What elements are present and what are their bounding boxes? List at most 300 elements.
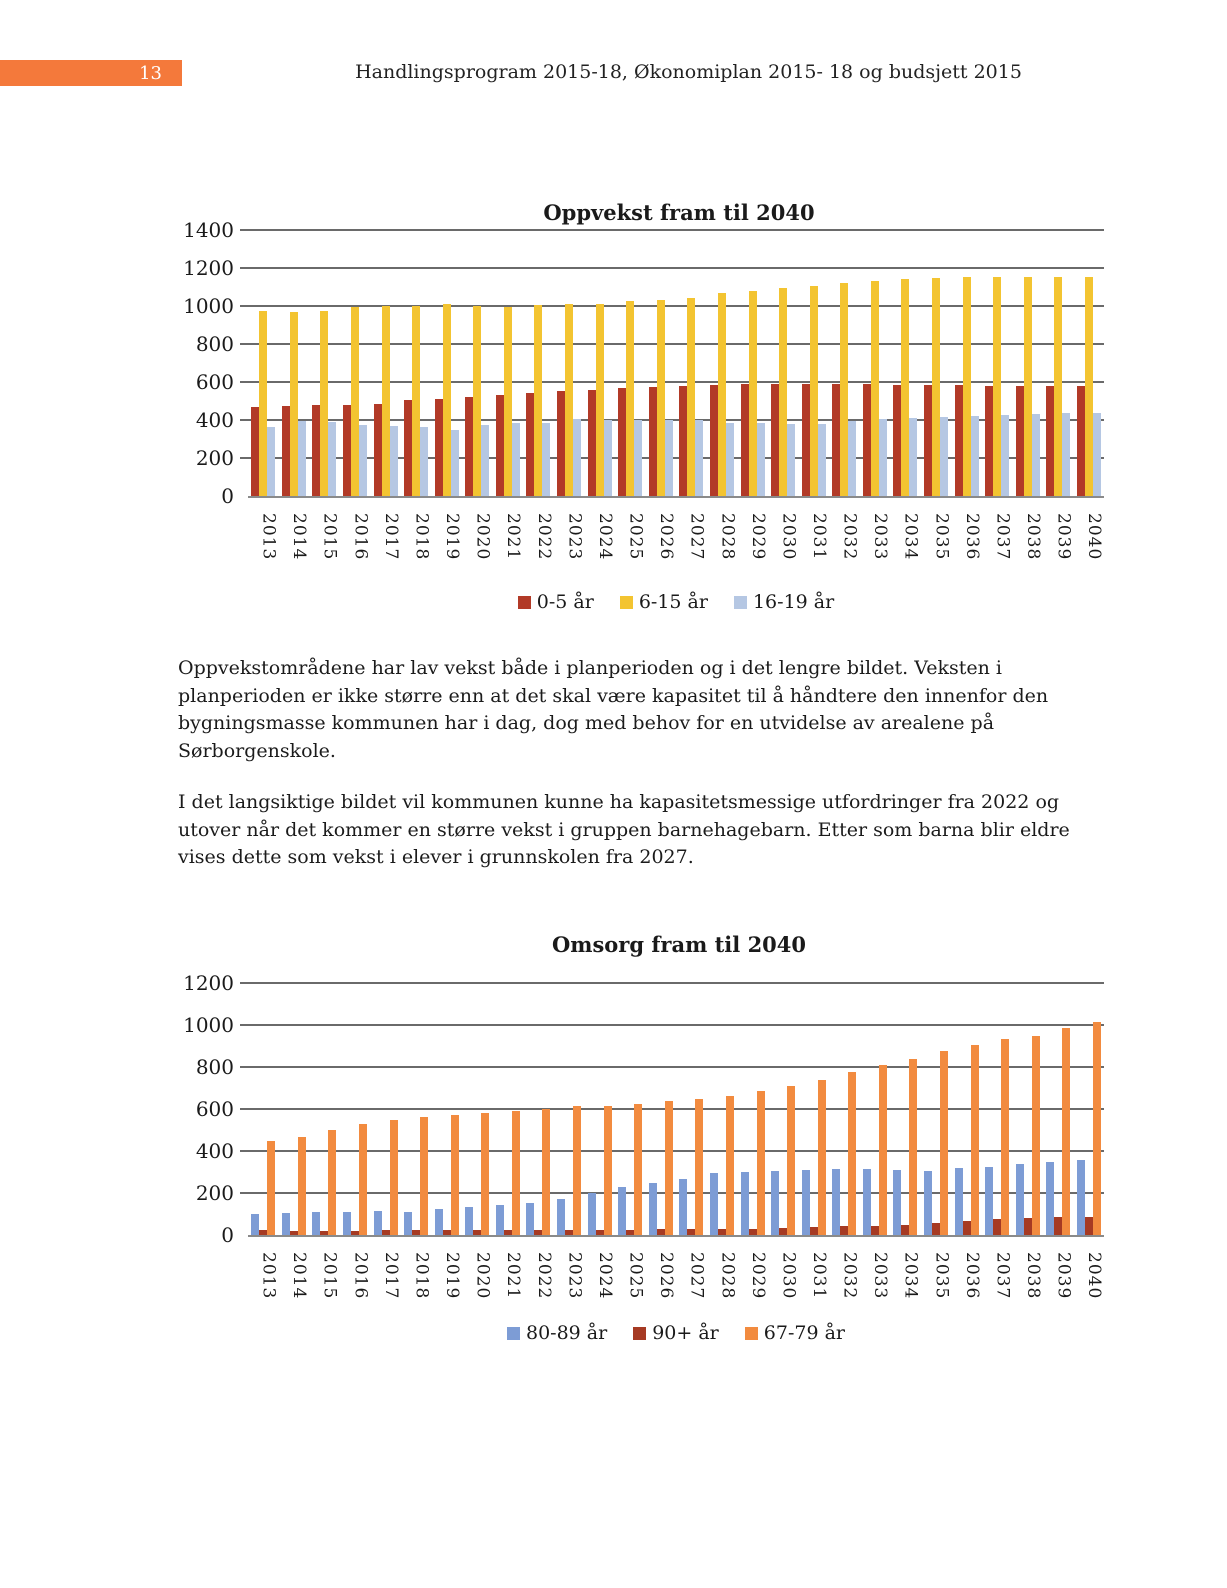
x-axis-label-2030: 2030 [778,513,799,561]
bar-0-5-år-2031 [802,384,810,496]
bar-16-19-år-2032 [848,421,856,496]
bar-67-79-år-2039 [1062,1028,1070,1235]
bar-group-2036 [951,230,982,496]
bar-16-19-år-2015 [328,422,336,496]
x-axis-label-2036: 2036 [961,513,982,561]
bar-group-2027 [676,230,707,496]
bar-group-2023 [554,983,585,1235]
bar-group-2037 [982,983,1013,1235]
bar-6-15-år-2024 [596,304,604,496]
bar-group-2016 [340,230,371,496]
bar-90+-år-2025 [626,1230,634,1235]
x-axis-label-2026: 2026 [656,1252,677,1300]
x-axis-label-2035: 2035 [931,1252,952,1300]
bar-90+-år-2027 [687,1229,695,1235]
bar-group-2027 [676,983,707,1235]
bar-16-19-år-2040 [1093,413,1101,496]
x-axis-label-2020: 2020 [472,1252,493,1300]
bar-group-2024 [584,983,615,1235]
chart-legend [248,591,1104,613]
y-axis-label-1200: 1200 [183,971,234,995]
bar-90+-år-2031 [810,1227,818,1235]
bar-group-2016 [340,983,371,1235]
legend-swatch-icon [633,1327,646,1340]
chart-plot-area [183,218,1104,508]
bar-80-89-år-2028 [710,1173,718,1235]
legend-swatch-icon [745,1327,758,1340]
bar-90+-år-2022 [534,1230,542,1235]
bar-6-15-år-2035 [932,278,940,496]
bar-16-19-år-2022 [542,423,550,496]
x-axis-label-2018: 2018 [411,513,432,561]
bar-16-19-år-2038 [1032,414,1040,496]
bar-group-2014 [279,230,310,496]
x-axis-label-2021: 2021 [503,1252,524,1300]
legend-swatch-icon [620,596,633,609]
x-axis-label-2015: 2015 [319,513,340,561]
bar-group-2014 [279,983,310,1235]
legend-item-80-89-år [507,1322,607,1344]
bar-16-19-år-2031 [818,424,826,496]
bar-90+-år-2033 [871,1226,879,1235]
bar-group-2029 [737,230,768,496]
legend-item-0-5-år [518,591,594,613]
bar-90+-år-2038 [1024,1218,1032,1235]
bar-0-5-år-2018 [404,400,412,496]
bar-67-79-år-2028 [726,1096,734,1235]
bar-6-15-år-2023 [565,304,573,496]
bar-0-5-år-2027 [679,386,687,496]
x-axis-label-2032: 2032 [839,1252,860,1300]
y-tick-200 [240,457,248,459]
x-axis-label-2034: 2034 [900,1252,921,1300]
y-tick-400 [240,419,248,421]
bar-16-19-år-2030 [787,424,795,496]
bar-16-19-år-2026 [665,420,673,496]
bar-90+-år-2023 [565,1230,573,1235]
y-tick-1200 [240,982,248,984]
bar-group-2024 [584,230,615,496]
bar-group-2039 [1043,983,1074,1235]
bar-0-5-år-2019 [435,399,443,496]
paragraph-langsiktig: I det langsiktige bildet vil kommunen kunne ha kapasitetsmessige utfordringer fra 2022 og utover når det kommer en større vekst i gruppen barnehagebarn. Etter som barna blir eldre vises dette som vekst i elever i grunnskolen fra 2027. [178,791,1070,869]
bar-67-79-år-2020 [481,1113,489,1235]
legend-swatch-icon [507,1327,520,1340]
bar-80-89-år-2014 [282,1213,290,1235]
bar-80-89-år-2025 [618,1187,626,1235]
legend-swatch-icon [734,596,747,609]
bar-80-89-år-2022 [526,1203,534,1235]
y-tick-1200 [240,267,248,269]
bar-67-79-år-2036 [971,1045,979,1235]
x-axis-label-2033: 2033 [870,513,891,561]
x-axis-label-2022: 2022 [533,1252,554,1300]
bar-group-2015 [309,230,340,496]
bar-0-5-år-2021 [496,395,504,496]
chart-omsorg [178,928,1110,1344]
bar-90+-år-2037 [993,1219,1001,1235]
x-axis-label-2032: 2032 [839,513,860,561]
bar-group-2038 [1012,230,1043,496]
bar-16-19-år-2017 [390,426,398,496]
bar-0-5-år-2022 [526,393,534,496]
bar-group-2013 [248,983,279,1235]
bar-80-89-år-2032 [832,1169,840,1235]
legend-swatch-icon [518,596,531,609]
bar-group-2017 [370,983,401,1235]
bar-group-2021 [493,230,524,496]
bar-90+-år-2014 [290,1231,298,1235]
bar-16-19-år-2013 [267,427,275,496]
bar-80-89-år-2024 [588,1193,596,1235]
bar-6-15-år-2038 [1024,277,1032,496]
bar-90+-år-2034 [901,1225,909,1235]
bar-6-15-år-2013 [259,311,267,496]
y-axis-label-200: 200 [195,446,234,470]
y-axis-label-800: 800 [195,1054,234,1079]
bar-67-79-år-2040 [1093,1022,1101,1235]
bar-16-19-år-2018 [420,427,428,496]
bar-16-19-år-2025 [634,420,642,496]
bar-group-2036 [951,983,982,1235]
bar-group-2034 [890,230,921,496]
bar-group-2022 [523,230,554,496]
bar-group-2019 [431,230,462,496]
x-axis-label-2031: 2031 [808,513,829,561]
bar-90+-år-2035 [932,1223,940,1235]
chart-legend [248,1322,1104,1344]
x-axis-label-2023: 2023 [564,1252,585,1300]
bar-16-19-år-2027 [695,420,703,496]
bar-6-15-år-2032 [840,283,848,496]
bar-90+-år-2020 [473,1230,481,1235]
bar-16-19-år-2034 [909,418,917,496]
bar-group-2018 [401,983,432,1235]
bar-80-89-år-2023 [557,1199,565,1235]
bar-group-2028 [707,230,738,496]
bar-6-15-år-2029 [749,291,757,496]
bar-0-5-år-2040 [1077,386,1085,496]
bar-80-89-år-2039 [1046,1162,1054,1235]
chart-title: Oppvekst fram til 2040 [543,200,815,225]
x-axis-label-2040: 2040 [1084,513,1105,561]
bar-group-2034 [890,983,921,1235]
bar-67-79-år-2025 [634,1104,642,1235]
y-axis-label-600: 600 [195,369,234,394]
bar-6-15-år-2020 [473,306,481,496]
bar-16-19-år-2037 [1001,415,1009,496]
bar-90+-år-2036 [963,1221,971,1235]
bar-6-15-år-2028 [718,293,726,496]
x-axis-label-2030: 2030 [778,1252,799,1300]
bar-group-2040 [1074,230,1105,496]
bar-16-19-år-2029 [757,423,765,496]
page-number-banner [0,60,182,86]
bar-group-2038 [1012,983,1043,1235]
page-number: 13 [139,62,162,84]
x-axis-label-2027: 2027 [686,513,707,561]
bar-group-2037 [982,230,1013,496]
x-axis-label-2029: 2029 [747,513,768,561]
bar-80-89-år-2038 [1016,1164,1024,1235]
document-header-title: Handlingsprogram 2015-18, Økonomiplan 2015- 18 og budsjett 2015 [355,61,1022,83]
bar-0-5-år-2035 [924,385,932,496]
bar-group-2029 [737,983,768,1235]
bar-6-15-år-2031 [810,286,818,496]
bar-0-5-år-2023 [557,391,565,496]
bar-0-5-år-2015 [312,405,320,496]
bar-67-79-år-2022 [542,1109,550,1235]
x-axis-label-2018: 2018 [411,1252,432,1300]
bar-67-79-år-2026 [665,1101,673,1235]
bar-80-89-år-2018 [404,1212,412,1235]
legend-label: 80-89 år [525,1322,608,1344]
bar-0-5-år-2033 [863,384,871,496]
bar-6-15-år-2034 [901,279,909,496]
bar-group-2040 [1074,983,1105,1235]
legend-label: 67-79 år [763,1322,845,1344]
bar-90+-år-2039 [1054,1217,1062,1235]
bar-16-19-år-2019 [451,430,459,497]
bar-67-79-år-2027 [695,1099,703,1236]
x-axis-label-2024: 2024 [594,1252,615,1300]
bar-group-2015 [309,983,340,1235]
bar-80-89-år-2037 [985,1167,993,1235]
bar-80-89-år-2034 [893,1170,901,1235]
bar-80-89-år-2029 [741,1172,749,1235]
bar-group-2021 [493,983,524,1235]
x-axis-labels [248,1237,1104,1308]
bar-0-5-år-2014 [282,406,290,496]
bar-90+-år-2017 [382,1230,390,1235]
bar-0-5-år-2013 [251,407,259,496]
y-tick-1000 [240,1024,248,1026]
x-axis-label-2025: 2025 [625,513,646,561]
bar-group-2032 [829,983,860,1235]
bar-16-19-år-2016 [359,425,367,496]
bar-80-89-år-2030 [771,1171,779,1235]
bar-0-5-år-2020 [465,397,473,496]
legend-item-90+-år [633,1322,719,1344]
bar-80-89-år-2021 [496,1205,504,1235]
x-axis-label-2037: 2037 [992,1252,1013,1300]
y-axis-label-400: 400 [195,1138,234,1163]
bar-80-89-år-2013 [251,1214,259,1235]
bar-67-79-år-2019 [451,1115,459,1235]
chart-plot-area [183,971,1104,1247]
y-tick-800 [240,1066,248,1068]
legend-item-16-19-år [734,591,834,613]
bar-67-79-år-2034 [909,1059,917,1235]
y-tick-600 [240,381,248,383]
y-tick-400 [240,1150,248,1152]
bar-67-79-år-2024 [604,1106,612,1235]
x-axis-label-2015: 2015 [319,1252,340,1300]
bar-group-2017 [370,230,401,496]
bar-6-15-år-2015 [320,311,328,496]
bar-group-2035 [921,230,952,496]
legend-item-6-15-år [620,591,708,613]
legend-label: 90+ år [652,1322,719,1344]
x-axis-label-2038: 2038 [1023,1252,1044,1300]
bar-0-5-år-2026 [649,387,657,496]
bar-16-19-år-2033 [879,419,887,496]
bar-90+-år-2040 [1085,1217,1093,1235]
bar-6-15-år-2036 [963,277,971,496]
bar-16-19-år-2020 [481,425,489,496]
bar-0-5-år-2017 [374,404,382,496]
bar-group-2025 [615,983,646,1235]
bar-6-15-år-2039 [1054,277,1062,496]
x-axis-label-2039: 2039 [1053,1252,1074,1300]
bar-80-89-år-2017 [374,1211,382,1235]
bar-80-89-år-2027 [679,1179,687,1235]
bar-0-5-år-2029 [741,384,749,496]
bar-90+-år-2019 [443,1230,451,1235]
x-axis-label-2020: 2020 [472,513,493,561]
y-tick-800 [240,343,248,345]
x-axis-label-2022: 2022 [533,513,554,561]
y-axis-label-1000: 1000 [183,1012,234,1037]
x-axis-label-2021: 2021 [503,513,524,561]
bar-group-2033 [860,983,891,1235]
bar-group-2032 [829,230,860,496]
bar-90+-år-2024 [596,1230,604,1235]
bar-0-5-år-2034 [893,385,901,496]
y-axis-label-1400: 1400 [183,218,234,242]
x-axis-label-2028: 2028 [717,513,738,561]
bar-0-5-år-2030 [771,384,779,496]
x-axis-label-2039: 2039 [1053,513,1074,561]
bar-6-15-år-2014 [290,312,298,496]
y-axis-label-400: 400 [195,408,234,432]
bar-90+-år-2030 [779,1228,787,1235]
bar-67-79-år-2018 [420,1117,428,1235]
legend-item-67-79-år [745,1322,845,1344]
bar-80-89-år-2033 [863,1169,871,1235]
x-axis-label-2014: 2014 [289,1252,310,1300]
paragraph-oppvekst: Oppvekstområdene har lav vekst både i planperioden og i det lengre bildet. Veksten i planperioden er ikke større enn at det skal være kapasitet til å håndtere den innenfor den bygningsmasse kommunen har i dag, dog med behov for en utvidelse av arealene på Sørborgenskole. [178,657,1049,762]
y-tick-200 [240,1192,248,1194]
x-axis-label-2038: 2038 [1023,513,1044,561]
bar-67-79-år-2031 [818,1080,826,1235]
x-axis-label-2019: 2019 [442,1252,463,1300]
x-axis-label-2017: 2017 [380,1252,401,1300]
bar-16-19-år-2014 [298,421,306,496]
bar-0-5-år-2039 [1046,386,1054,496]
bar-6-15-år-2037 [993,277,1001,496]
y-axis-label-0: 0 [221,1223,234,1247]
bar-80-89-år-2040 [1077,1160,1085,1235]
bar-80-89-år-2016 [343,1212,351,1235]
x-axis-label-2024: 2024 [594,513,615,561]
bar-group-2022 [523,983,554,1235]
x-axis-label-2023: 2023 [564,513,585,561]
bar-67-79-år-2021 [512,1111,520,1235]
bar-group-2035 [921,983,952,1235]
x-axis-label-2027: 2027 [686,1252,707,1300]
bar-0-5-år-2037 [985,386,993,496]
bar-group-2039 [1043,230,1074,496]
y-axis-label-600: 600 [195,1097,234,1121]
y-tick-600 [240,1108,248,1110]
y-axis-label-1200: 1200 [183,255,234,280]
bar-group-2026 [646,230,677,496]
x-axis-label-2034: 2034 [900,513,921,561]
x-axis-label-2035: 2035 [931,513,952,561]
bar-groups [248,230,1104,496]
x-axis-label-2040: 2040 [1084,1252,1105,1300]
bar-67-79-år-2029 [757,1091,765,1235]
bar-67-79-år-2016 [359,1124,367,1235]
legend-label: 0-5 år [536,591,594,613]
bar-6-15-år-2033 [871,281,879,496]
bar-group-2020 [462,983,493,1235]
bar-80-89-år-2031 [802,1170,810,1235]
bar-80-89-år-2026 [649,1183,657,1236]
bar-group-2026 [646,983,677,1235]
bar-90+-år-2026 [657,1229,665,1235]
bar-group-2023 [554,230,585,496]
bar-0-5-år-2036 [955,385,963,496]
y-axis-label-800: 800 [195,332,234,356]
bar-80-89-år-2035 [924,1171,932,1235]
bar-group-2018 [401,230,432,496]
x-axis-labels [248,498,1104,569]
bar-90+-år-2015 [320,1231,328,1235]
bar-67-79-år-2013 [267,1141,275,1236]
bar-16-19-år-2039 [1062,413,1070,496]
bar-group-2019 [431,983,462,1235]
y-tick-1400 [240,229,248,231]
bar-group-2020 [462,230,493,496]
x-axis-label-2016: 2016 [350,1252,371,1300]
bar-67-79-år-2038 [1032,1036,1040,1236]
bar-6-15-år-2025 [626,301,634,496]
bar-90+-år-2029 [749,1229,757,1235]
bar-group-2030 [768,230,799,496]
y-axis-label-1000: 1000 [183,293,234,318]
x-axis-label-2013: 2013 [258,513,279,561]
bar-90+-år-2016 [351,1231,359,1235]
bar-16-19-år-2035 [940,417,948,496]
x-axis-label-2033: 2033 [870,1252,891,1300]
bar-67-79-år-2037 [1001,1039,1009,1235]
bar-16-19-år-2023 [573,419,581,496]
bar-6-15-år-2027 [687,298,695,496]
x-axis-label-2016: 2016 [350,513,371,561]
bar-67-79-år-2033 [879,1065,887,1235]
bar-90+-år-2021 [504,1230,512,1235]
chart-oppvekst [178,196,1110,613]
bar-6-15-år-2030 [779,288,787,496]
bar-group-2028 [707,983,738,1235]
bar-80-89-år-2020 [465,1207,473,1235]
bar-group-2033 [860,230,891,496]
bar-67-79-år-2014 [298,1137,306,1235]
bar-67-79-år-2035 [940,1051,948,1235]
bar-90+-år-2028 [718,1229,726,1235]
bar-0-5-år-2028 [710,385,718,496]
x-axis-label-2036: 2036 [961,1252,982,1300]
bar-90+-år-2013 [259,1230,267,1235]
bar-90+-år-2018 [412,1230,420,1235]
bar-80-89-år-2015 [312,1212,320,1235]
x-axis-label-2019: 2019 [442,513,463,561]
bar-6-15-år-2017 [382,306,390,496]
bar-16-19-år-2036 [971,416,979,496]
x-axis-label-2029: 2029 [747,1252,768,1300]
